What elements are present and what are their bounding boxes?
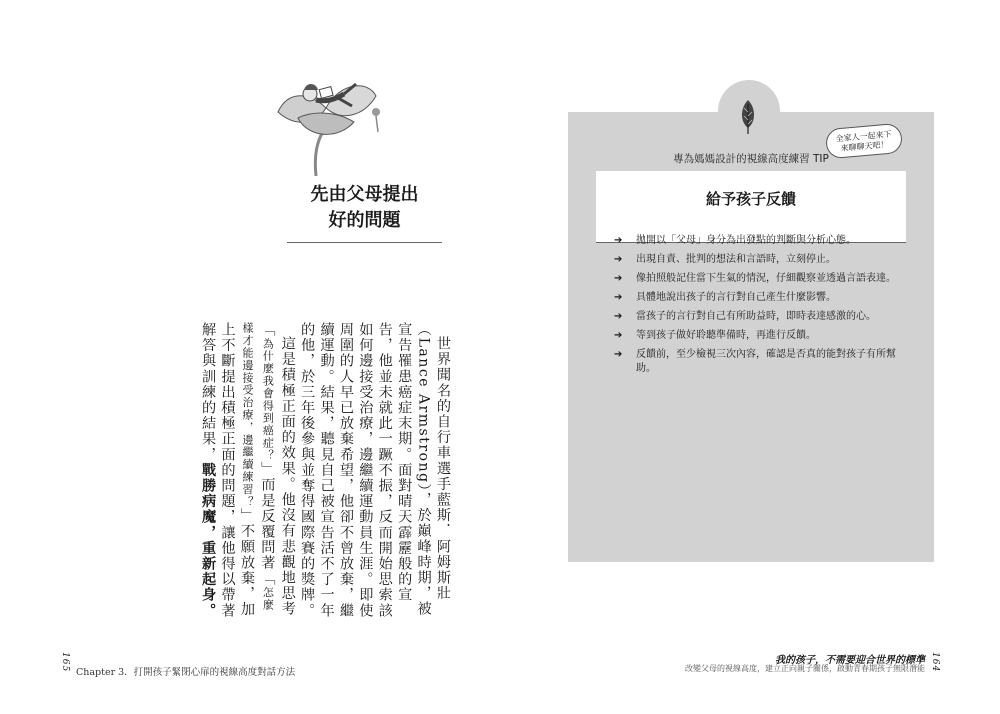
tip-item: ➔ 像拍照般記住當下生氣的情況，仔細觀察並透過言語表達。: [614, 273, 896, 284]
body-paragraph-1: 世界聞名的自行車選手藍斯．阿姆斯壯（Lance Armstrong），於巔峰時期，被宣告罹患癌症末期。面對晴天霹靂般的宣告，他並未就此一蹶不振，反而開始思索該如何邊接受治療，邊繼續運動員生涯。即使周圍的人早已放棄希望，他卻不曾放棄，繼續運動。結果，聽見自己被宣告活不了一年的他，於三年後參與並奪得國際賽的獎牌。: [299, 322, 451, 619]
arrow-icon: ➔: [614, 330, 623, 341]
tip-item: ➔ 反饋前，至少檢視三次內容，確認是否真的能對孩子有所幫助。: [614, 349, 896, 374]
tip-subtitle: 專為媽媽設計的視線高度練習 TIP: [673, 153, 829, 165]
arrow-icon: ➔: [614, 254, 623, 265]
right-page-number: 164: [930, 652, 940, 673]
heading-line-2: 好的問題: [328, 210, 401, 231]
heading-divider: [287, 242, 442, 243]
arrow-icon: ➔: [614, 349, 623, 360]
tip-item: ➔ 具體地說出孩子的言行對自己產生什麼影響。: [614, 292, 836, 303]
tip-item: ➔ 當孩子的言行對自己有所助益時，即時表達感激的心。: [614, 311, 876, 322]
left-page-number: 165: [60, 652, 70, 673]
tip-list: [614, 234, 899, 381]
vertical-body-text: [72, 322, 452, 622]
flower-reading-illustration: [268, 72, 408, 177]
arrow-icon: ➔: [614, 235, 623, 246]
tip-item: ➔ 拋開以「父母」身分為出發點的判斷與分析心態。: [614, 235, 856, 246]
arrow-icon: ➔: [614, 273, 623, 284]
left-running-head: Chapter 3．打開孩子緊閉心扉的視線高度對話方法: [76, 667, 296, 678]
paragraph-2-text-b: 」而是反覆問著「: [259, 461, 276, 587]
heading-line-1: 先由父母提出: [310, 184, 419, 205]
tip-title: 給予孩子反饋: [705, 190, 796, 208]
leaf-icon: [738, 98, 758, 136]
paragraph-2-quote-1: 為什麼我會得到癌症？: [261, 337, 275, 462]
chapter-heading: [287, 182, 442, 234]
body-paragraph-2: [198, 322, 297, 622]
paragraph-2-text-a: 這是積極正面的效果。他沒有悲觀地思考「: [259, 322, 296, 617]
right-running-subtitle: 改變父母的視線高度，建立正向親子關係，啟動青春期孩子無限潛能: [685, 664, 925, 673]
paragraph-2-bold: 戰勝病魔，重新起身。: [200, 462, 217, 619]
paragraph-2-quote-2: 怎麼樣才能邊接受治療，邊繼續練習？: [240, 322, 275, 612]
right-running-title: 我的孩子，不需要迎合世界的標準: [775, 655, 925, 666]
paragraph-2-text-c: 」不願放棄，加上不斷提出積極正面的問題，讓他得以帶著解答與訓練的結果，: [200, 322, 255, 619]
arrow-icon: ➔: [614, 292, 623, 303]
tip-item: ➔ 等到孩子做好聆聽準備時，再進行反饋。: [614, 330, 816, 341]
bubble-line-2: 來聊聊天吧！: [840, 139, 889, 154]
arrow-icon: ➔: [614, 311, 623, 322]
bubble-line-1: 全家人一起來下: [835, 129, 892, 144]
tip-item: ➔ 出現自責、批判的想法和言語時，立刻停止。: [614, 254, 836, 265]
